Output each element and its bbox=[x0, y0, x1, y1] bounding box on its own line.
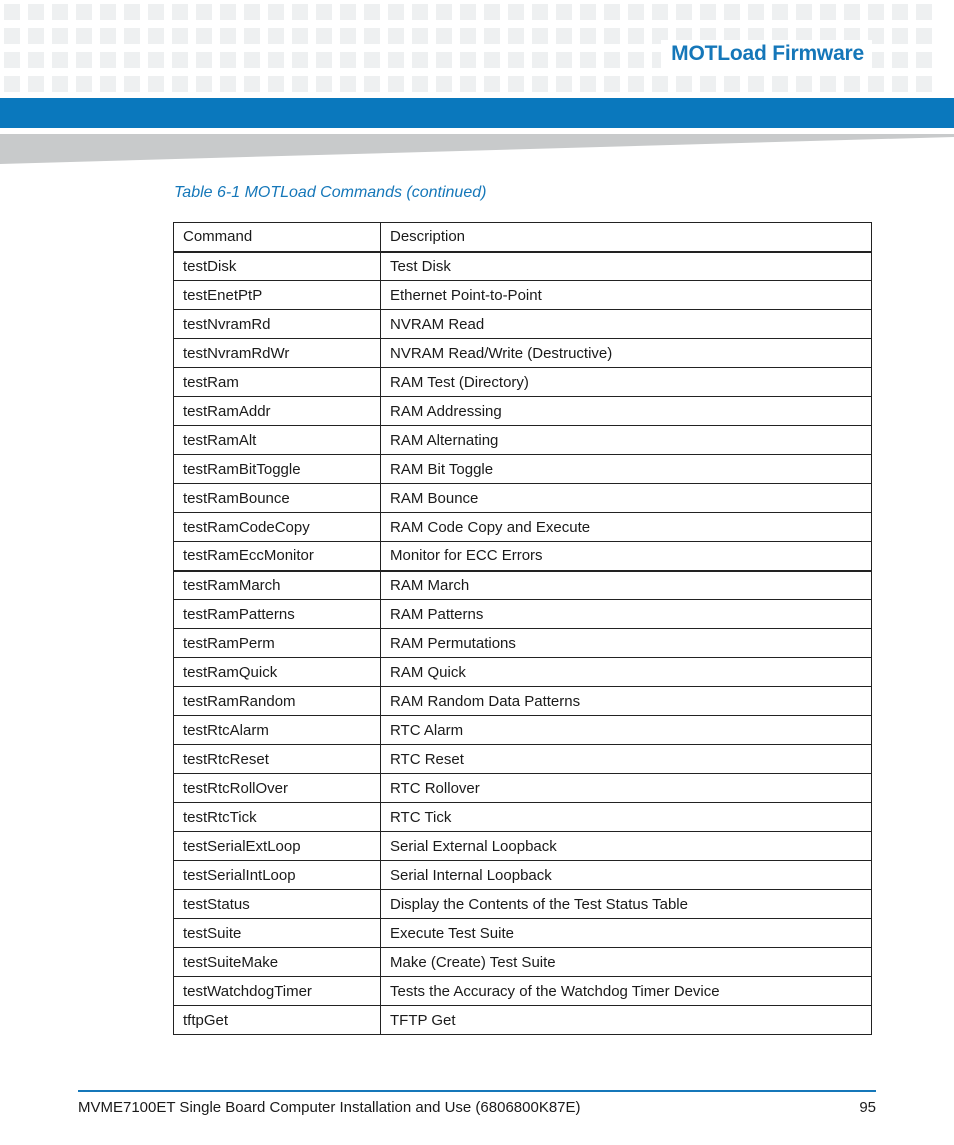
header-tile bbox=[484, 76, 500, 92]
header-tile bbox=[892, 76, 908, 92]
header-tile bbox=[844, 4, 860, 20]
table-caption: Table 6-1 MOTLoad Commands (continued) bbox=[174, 184, 487, 201]
header-tile bbox=[460, 4, 476, 20]
header-tile bbox=[100, 52, 116, 68]
header-tile bbox=[76, 28, 92, 44]
table-row bbox=[174, 1006, 872, 1035]
table-row bbox=[174, 687, 872, 716]
header-tile bbox=[604, 28, 620, 44]
header-tile bbox=[124, 76, 140, 92]
header-tile bbox=[508, 76, 524, 92]
commands-table bbox=[173, 222, 872, 1035]
header-tile bbox=[388, 76, 404, 92]
table-row bbox=[174, 861, 872, 890]
description-cell: Make (Create) Test Suite bbox=[381, 948, 872, 977]
header-tile bbox=[604, 4, 620, 20]
header-tile bbox=[220, 28, 236, 44]
header-tile bbox=[388, 28, 404, 44]
header-tile bbox=[220, 52, 236, 68]
table-row bbox=[174, 397, 872, 426]
command-cell: testRamPatterns bbox=[174, 600, 381, 629]
header-tile bbox=[892, 28, 908, 44]
header-tile bbox=[652, 76, 668, 92]
table-row bbox=[174, 716, 872, 745]
header-tile bbox=[52, 4, 68, 20]
table-row bbox=[174, 919, 872, 948]
command-cell: testNvramRd bbox=[174, 310, 381, 339]
header-tile bbox=[580, 52, 596, 68]
header-tile bbox=[364, 76, 380, 92]
command-cell: testStatus bbox=[174, 890, 381, 919]
header-tile bbox=[652, 4, 668, 20]
description-cell: RAM Addressing bbox=[381, 397, 872, 426]
description-cell: RAM Random Data Patterns bbox=[381, 687, 872, 716]
command-cell: testRtcAlarm bbox=[174, 716, 381, 745]
description-cell: Display the Contents of the Test Status Table bbox=[381, 890, 872, 919]
header-tile bbox=[748, 76, 764, 92]
description-cell: Ethernet Point-to-Point bbox=[381, 281, 872, 310]
header-tile bbox=[628, 52, 644, 68]
table-header-row bbox=[174, 223, 872, 252]
header-tile bbox=[628, 76, 644, 92]
header-tile bbox=[244, 4, 260, 20]
description-cell: RAM Quick bbox=[381, 658, 872, 687]
command-cell: testRamBounce bbox=[174, 484, 381, 513]
description-cell: Serial External Loopback bbox=[381, 832, 872, 861]
header-tile bbox=[340, 4, 356, 20]
header-tile bbox=[532, 28, 548, 44]
header-tile bbox=[28, 76, 44, 92]
header-tile bbox=[76, 76, 92, 92]
header-tile bbox=[556, 28, 572, 44]
header-tile bbox=[916, 52, 932, 68]
header-tile bbox=[172, 76, 188, 92]
header-tile bbox=[556, 4, 572, 20]
command-cell: testSuiteMake bbox=[174, 948, 381, 977]
header-tile bbox=[412, 28, 428, 44]
header-tile bbox=[412, 76, 428, 92]
header-tile bbox=[772, 76, 788, 92]
header-tile bbox=[268, 52, 284, 68]
header-tile bbox=[916, 4, 932, 20]
description-cell: Tests the Accuracy of the Watchdog Timer Device bbox=[381, 977, 872, 1006]
header-tile bbox=[172, 28, 188, 44]
header-tile bbox=[916, 76, 932, 92]
table-row bbox=[174, 484, 872, 513]
table-row bbox=[174, 310, 872, 339]
command-cell: testEnetPtP bbox=[174, 281, 381, 310]
table-row bbox=[174, 426, 872, 455]
command-cell: testRamEccMonitor bbox=[174, 542, 381, 571]
header-tile bbox=[628, 4, 644, 20]
header-tile bbox=[868, 4, 884, 20]
description-cell: NVRAM Read bbox=[381, 310, 872, 339]
header-tile bbox=[244, 52, 260, 68]
table-row bbox=[174, 252, 872, 281]
description-cell: RAM Test (Directory) bbox=[381, 368, 872, 397]
command-cell: testSerialIntLoop bbox=[174, 861, 381, 890]
header-tile bbox=[460, 76, 476, 92]
header-tile bbox=[436, 4, 452, 20]
table-row bbox=[174, 658, 872, 687]
header-tile bbox=[292, 28, 308, 44]
command-cell: testRamBitToggle bbox=[174, 455, 381, 484]
header-tile bbox=[724, 76, 740, 92]
command-cell: testNvramRdWr bbox=[174, 339, 381, 368]
command-cell: testRtcReset bbox=[174, 745, 381, 774]
header-tile bbox=[316, 52, 332, 68]
header-tile bbox=[148, 52, 164, 68]
header-tile bbox=[244, 28, 260, 44]
command-cell: testRamQuick bbox=[174, 658, 381, 687]
header-band bbox=[0, 98, 954, 128]
header-tile bbox=[172, 52, 188, 68]
header-tile bbox=[508, 28, 524, 44]
header-tile bbox=[436, 76, 452, 92]
header-tile bbox=[52, 52, 68, 68]
header-wedge bbox=[0, 128, 954, 164]
header-tile bbox=[100, 76, 116, 92]
header-tile bbox=[124, 52, 140, 68]
table-row bbox=[174, 977, 872, 1006]
header-tile bbox=[244, 76, 260, 92]
description-cell: Serial Internal Loopback bbox=[381, 861, 872, 890]
header-tile bbox=[676, 4, 692, 20]
header-tile bbox=[724, 4, 740, 20]
header-tile bbox=[628, 28, 644, 44]
command-cell: testRamRandom bbox=[174, 687, 381, 716]
table-row bbox=[174, 948, 872, 977]
header-tile bbox=[796, 76, 812, 92]
description-cell: RAM Patterns bbox=[381, 600, 872, 629]
header-tile bbox=[916, 28, 932, 44]
header-tile bbox=[484, 28, 500, 44]
command-cell: testRamMarch bbox=[174, 571, 381, 600]
table-row bbox=[174, 368, 872, 397]
section-title: MOTLoad Firmware bbox=[661, 40, 872, 68]
description-cell: Execute Test Suite bbox=[381, 919, 872, 948]
command-cell: testRamPerm bbox=[174, 629, 381, 658]
header-tile bbox=[4, 28, 20, 44]
header-tile bbox=[316, 4, 332, 20]
header-tile bbox=[364, 52, 380, 68]
command-cell: testSuite bbox=[174, 919, 381, 948]
table-row bbox=[174, 774, 872, 803]
header-tile bbox=[292, 52, 308, 68]
page-number: 95 bbox=[859, 1099, 876, 1116]
description-cell: NVRAM Read/Write (Destructive) bbox=[381, 339, 872, 368]
command-cell: testRtcTick bbox=[174, 803, 381, 832]
header-tile bbox=[868, 76, 884, 92]
description-cell: TFTP Get bbox=[381, 1006, 872, 1035]
header-tile bbox=[772, 4, 788, 20]
header-tile bbox=[364, 28, 380, 44]
header-tile bbox=[532, 76, 548, 92]
header-tile bbox=[844, 76, 860, 92]
header-tile bbox=[796, 4, 812, 20]
column-header-command: Command bbox=[174, 223, 381, 252]
description-cell: RAM Permutations bbox=[381, 629, 872, 658]
header-tile bbox=[292, 4, 308, 20]
header-tile bbox=[220, 76, 236, 92]
header-tile bbox=[196, 52, 212, 68]
description-cell: RTC Tick bbox=[381, 803, 872, 832]
header-tile bbox=[580, 28, 596, 44]
header-tile bbox=[100, 4, 116, 20]
description-cell: RTC Alarm bbox=[381, 716, 872, 745]
header-tile bbox=[316, 28, 332, 44]
command-cell: testSerialExtLoop bbox=[174, 832, 381, 861]
command-cell: tftpGet bbox=[174, 1006, 381, 1035]
header-tile bbox=[148, 28, 164, 44]
header-tile bbox=[364, 4, 380, 20]
header-tile bbox=[148, 76, 164, 92]
command-cell: testDisk bbox=[174, 252, 381, 281]
description-cell: Test Disk bbox=[381, 252, 872, 281]
header-tile bbox=[4, 4, 20, 20]
header-tile bbox=[700, 4, 716, 20]
header-tile bbox=[436, 28, 452, 44]
header-tile bbox=[532, 4, 548, 20]
header-tile bbox=[316, 76, 332, 92]
header-tile bbox=[4, 76, 20, 92]
description-cell: RAM Code Copy and Execute bbox=[381, 513, 872, 542]
description-cell: RAM Bounce bbox=[381, 484, 872, 513]
command-cell: testRam bbox=[174, 368, 381, 397]
header-tile bbox=[508, 52, 524, 68]
header-tile bbox=[412, 52, 428, 68]
footer-rule bbox=[78, 1090, 876, 1092]
description-cell: RAM Alternating bbox=[381, 426, 872, 455]
header-tile bbox=[76, 52, 92, 68]
header-tile bbox=[460, 28, 476, 44]
command-cell: testRamAddr bbox=[174, 397, 381, 426]
header-tile bbox=[172, 4, 188, 20]
header-tile bbox=[484, 52, 500, 68]
header-tile bbox=[892, 4, 908, 20]
description-cell: RTC Rollover bbox=[381, 774, 872, 803]
header-tile bbox=[268, 76, 284, 92]
description-cell: RAM March bbox=[381, 571, 872, 600]
header-tile bbox=[268, 28, 284, 44]
header-tile bbox=[340, 52, 356, 68]
header-tile bbox=[388, 52, 404, 68]
command-cell: testRamAlt bbox=[174, 426, 381, 455]
header-tile bbox=[292, 76, 308, 92]
header-tile bbox=[28, 52, 44, 68]
table-row bbox=[174, 832, 872, 861]
footer-document-title: MVME7100ET Single Board Computer Installation and Use (6806800K87E) bbox=[78, 1099, 581, 1116]
header-tile bbox=[124, 4, 140, 20]
table-row bbox=[174, 571, 872, 600]
header-tile bbox=[28, 4, 44, 20]
header-tile bbox=[100, 28, 116, 44]
header-tile bbox=[676, 76, 692, 92]
table-row bbox=[174, 513, 872, 542]
description-cell: RAM Bit Toggle bbox=[381, 455, 872, 484]
header-tile bbox=[604, 52, 620, 68]
header-tile bbox=[820, 76, 836, 92]
header-tile bbox=[52, 76, 68, 92]
header-tile bbox=[148, 4, 164, 20]
description-cell: RTC Reset bbox=[381, 745, 872, 774]
description-cell: Monitor for ECC Errors bbox=[381, 542, 872, 571]
command-cell: testRamCodeCopy bbox=[174, 513, 381, 542]
header-tile bbox=[52, 28, 68, 44]
header-tile bbox=[124, 28, 140, 44]
table-row bbox=[174, 281, 872, 310]
header-tile bbox=[4, 52, 20, 68]
header-tile bbox=[580, 76, 596, 92]
command-cell: testWatchdogTimer bbox=[174, 977, 381, 1006]
header-tile bbox=[604, 76, 620, 92]
table-row bbox=[174, 455, 872, 484]
header-tile bbox=[556, 76, 572, 92]
header-tile bbox=[76, 4, 92, 20]
header-tile bbox=[196, 4, 212, 20]
header-tile bbox=[820, 4, 836, 20]
table-row bbox=[174, 803, 872, 832]
table-row bbox=[174, 890, 872, 919]
header-tile bbox=[340, 28, 356, 44]
header-tile bbox=[388, 4, 404, 20]
header-tile bbox=[220, 4, 236, 20]
header-tile bbox=[484, 4, 500, 20]
table-row bbox=[174, 629, 872, 658]
header-tile bbox=[508, 4, 524, 20]
header-tile bbox=[892, 52, 908, 68]
header-tile bbox=[748, 4, 764, 20]
table-row bbox=[174, 339, 872, 368]
table-row bbox=[174, 600, 872, 629]
header-tile bbox=[268, 4, 284, 20]
header-tile bbox=[532, 52, 548, 68]
header-tile bbox=[436, 52, 452, 68]
header-tile bbox=[460, 52, 476, 68]
header-tile bbox=[28, 28, 44, 44]
header-tile bbox=[196, 28, 212, 44]
wedge-shape bbox=[0, 134, 954, 164]
header-tile bbox=[196, 76, 212, 92]
command-cell: testRtcRollOver bbox=[174, 774, 381, 803]
column-header-description: Description bbox=[381, 223, 872, 252]
header-tile bbox=[340, 76, 356, 92]
header-tile bbox=[412, 4, 428, 20]
header-tile bbox=[556, 52, 572, 68]
header-tile bbox=[580, 4, 596, 20]
table-row bbox=[174, 542, 872, 571]
header-tile bbox=[700, 76, 716, 92]
table-row bbox=[174, 745, 872, 774]
